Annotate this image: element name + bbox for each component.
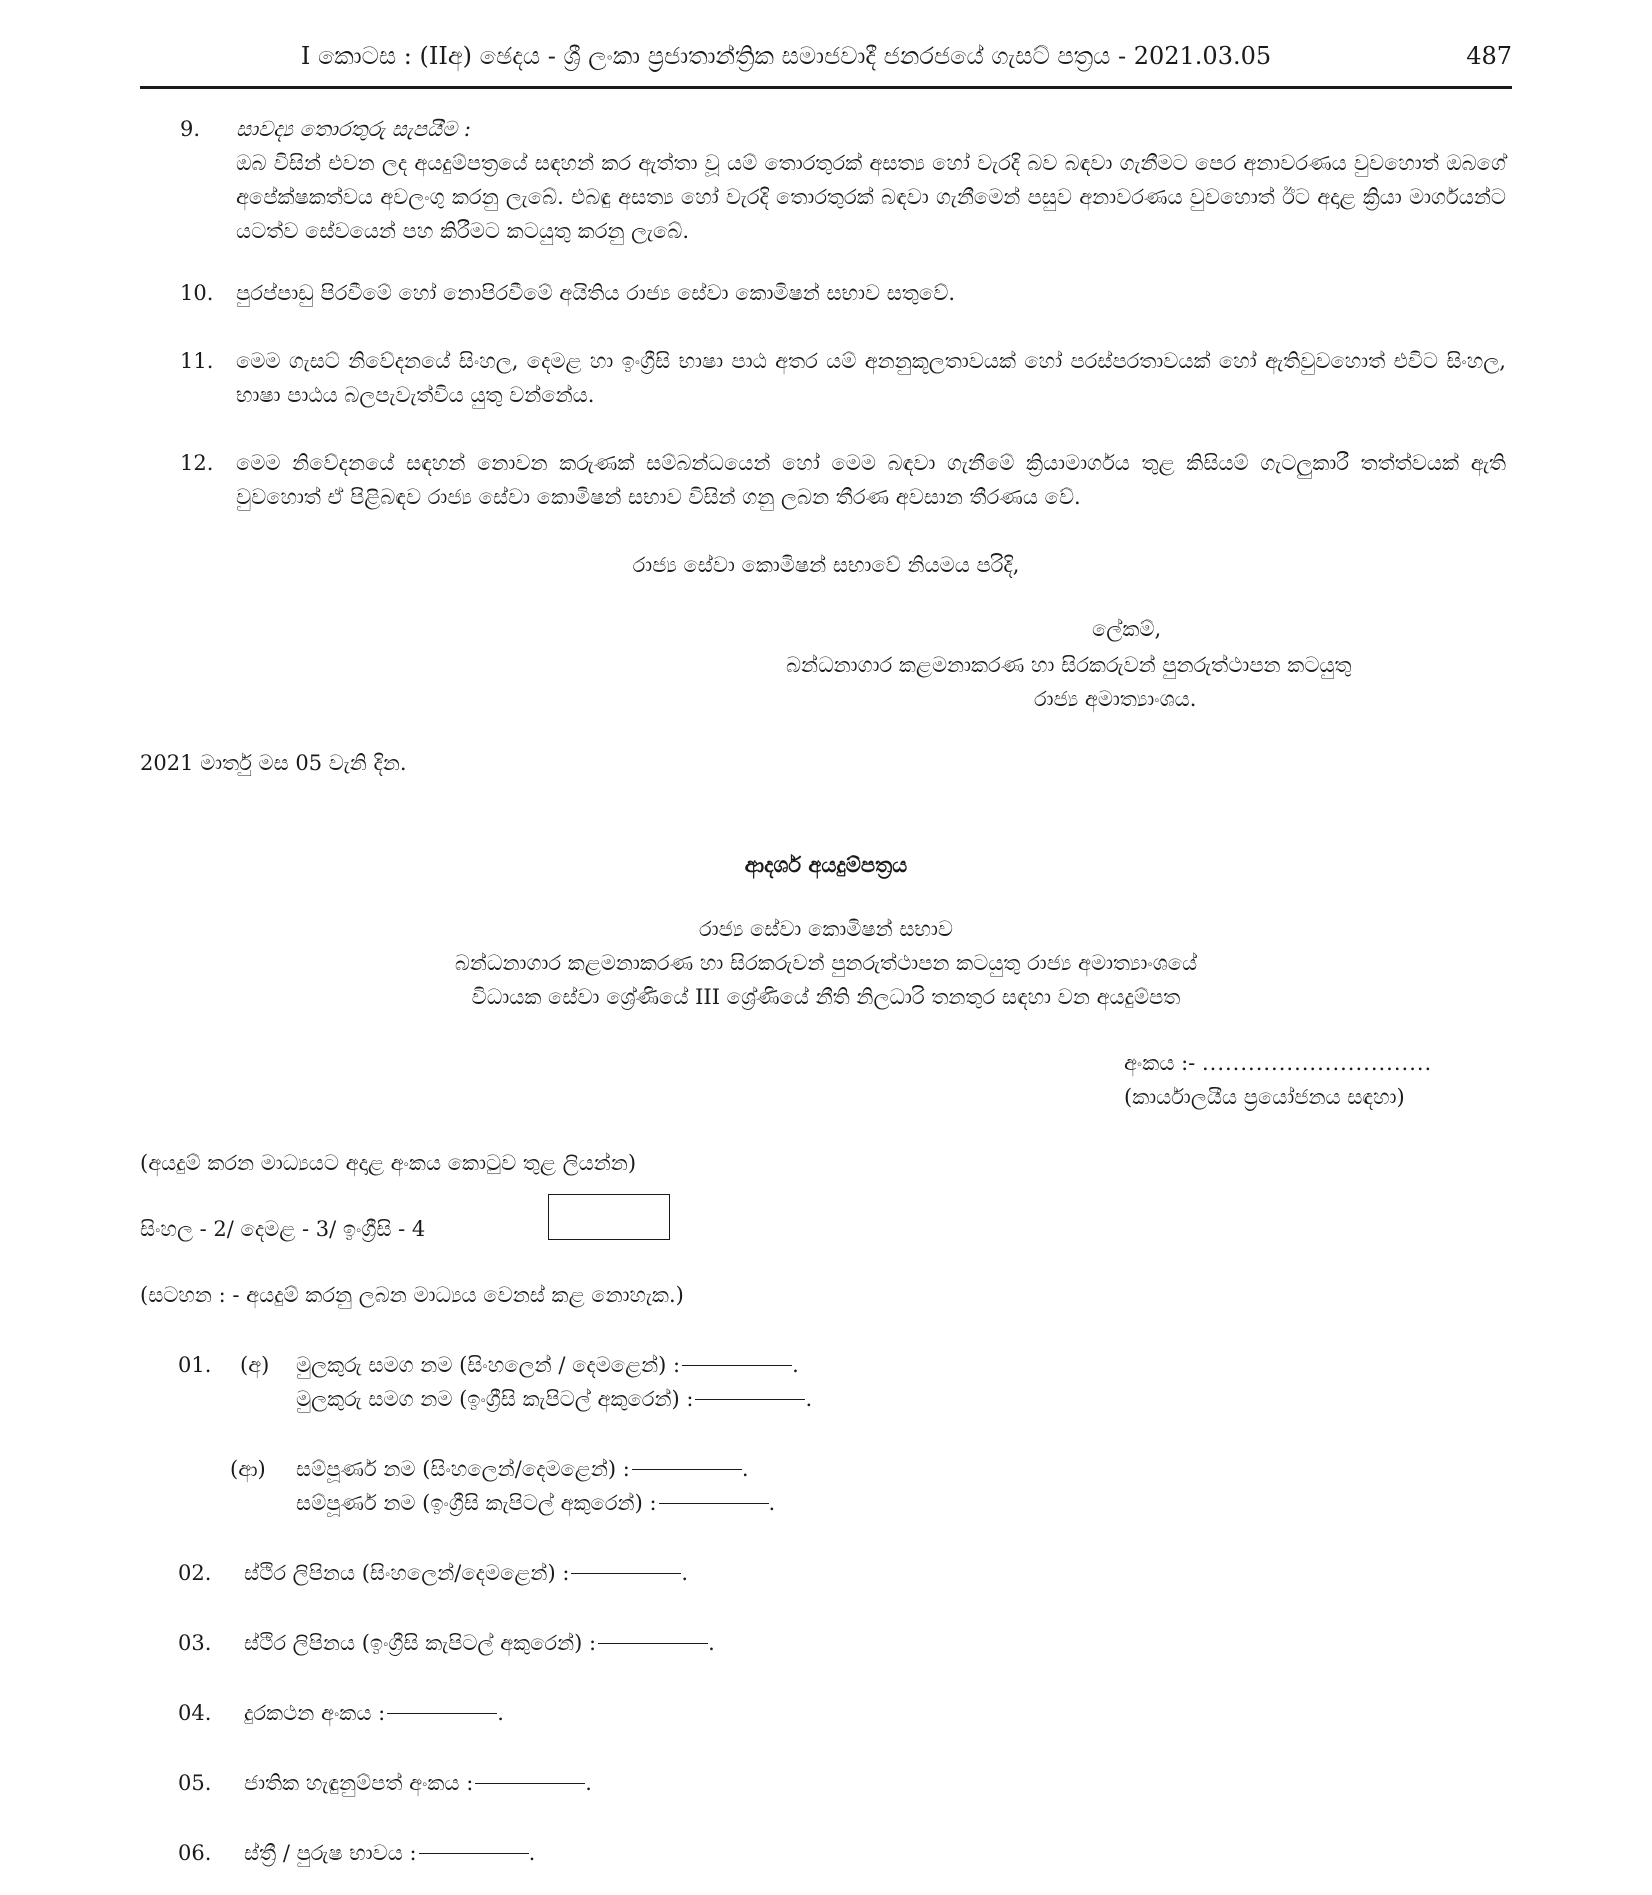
- item-label: ස්ථිර ලිපිනය (ඉංග්‍රීසි කැපිටල් අකුරෙන්) :: [244, 1631, 597, 1655]
- item-sub-label: (ආ): [230, 1457, 266, 1481]
- item-number: 01.: [178, 1353, 212, 1377]
- clause-text: මෙම ගැසට් නිවේදනයේ සිංහල, දෙමළ හා ඉංග්‍රීසි භාෂා පාඨ අතර යම් අනනුකූලතාවයක් හෝ පරස්පරතාවයක් හෝ ඇතිවුවහොත් එවිට සිංහල, භාෂා පාඨය බලපැවැත්විය යුතු වන්නේය.: [236, 349, 1506, 407]
- item-label: මුලකුරු සමග නම (සිංහලෙන් / දෙමළෙන්) :: [296, 1353, 681, 1377]
- item-number: 02.: [178, 1561, 212, 1585]
- clause-number: 12.: [180, 451, 214, 475]
- fill-blank[interactable]: [571, 1573, 681, 1574]
- item-label: ජාතික හැඳුනුම්පත් අංකය :: [244, 1771, 474, 1795]
- form-item: සම්පූර්ණ නම (ඉංග්‍රීසි කැපිටල් අකුරෙන්) : .: [296, 1491, 776, 1515]
- page-number: 487: [1466, 42, 1512, 70]
- item-label: සම්පූර්ණ නම (සිංහලෙන්/දෙමළෙන්) :: [296, 1457, 630, 1481]
- form-number: [1124, 1046, 1432, 1080]
- office-use-note: (කාර්යාලයීය ප්‍රයෝජනය සඳහා): [1124, 1085, 1405, 1109]
- item-sub-label: (අ): [240, 1353, 270, 1377]
- order-line: රාජ්‍ය සේවා කොමිෂන් සභාවේ නියමය පරිදි,: [632, 553, 1020, 577]
- fill-blank[interactable]: [475, 1783, 585, 1784]
- form-item: දුරකථන අංකය : .: [244, 1701, 504, 1725]
- signature-ministry-line1: බන්ධනාගාර කළමනාකරණ හා සිරකරුවන් පුනරුත්ථාපන කටයුතු: [786, 653, 1352, 677]
- clause-text: මෙම නිවේදනයේ සඳහන් නොවන කරුණක් සම්බන්ධයෙන් හෝ මෙම බඳවා ගැනීමේ ක්‍රියාමාර්ගය තුළ කිසියම් ගැටලුකාරී තත්ත්වයක් ඇති වුවහොත් ඒ පිළිබඳව රාජ්‍ය සේවා කොමිෂන් සභාව විසින් ගනු ලබන තීරණ අවසාන තීරණය වේ.: [236, 451, 1506, 509]
- fill-blank[interactable]: [419, 1853, 529, 1854]
- form-item: ජාතික හැඳුනුම්පත් අංකය : .: [244, 1771, 592, 1795]
- clause-number: 11.: [180, 349, 214, 373]
- item-label: ස්ත්‍රී / පුරුෂ භාවය :: [244, 1841, 417, 1865]
- item-label: මුලකුරු සමග නම (ඉංග්‍රීසි කැපිටල් අකුරෙන්) :: [296, 1387, 694, 1411]
- form-item: මුලකුරු සමග නම (ඉංග්‍රීසි කැපිටල් අකුරෙන්) : .: [296, 1387, 813, 1411]
- page-header: [140, 36, 1512, 88]
- item-label: සම්පූර්ණ නම (ඉංග්‍රීසි කැපිටල් අකුරෙන්) :: [296, 1491, 657, 1515]
- signature-ministry-line2: රාජ්‍ය අමාත්‍යාංශය.: [1034, 687, 1197, 711]
- item-number: 04.: [178, 1701, 212, 1725]
- fill-blank[interactable]: [632, 1469, 742, 1470]
- form-line2: බන්ධනාගාර කළමනාකරණ හා සිරකරුවන් පුනරුත්ථාපන කටයුතු රාජ්‍ය අමාත්‍යාංශයේ: [454, 951, 1198, 975]
- item-number: 03.: [178, 1631, 212, 1655]
- form-number-label: අංකය :-: [1124, 1051, 1196, 1075]
- item-label: දුරකථන අංකය :: [244, 1701, 386, 1725]
- clause-text: පුරප්පාඩු පිරවීමේ හෝ නොපිරවීමේ අයිතිය රාජ්‍ය සේවා කොමිෂන් සභාව සතුවේ.: [236, 281, 956, 305]
- form-item: ස්ත්‍රී / පුරුෂ භාවය : .: [244, 1841, 536, 1865]
- item-number: 06.: [178, 1841, 212, 1865]
- medium-options: සිංහල - 2/ දෙමළ - 3/ ඉංග්‍රීසි - 4: [140, 1217, 426, 1241]
- clause-number: 9.: [180, 117, 201, 141]
- form-number-field[interactable]: ..............................: [1201, 1051, 1433, 1075]
- form-item: මුලකුරු සමග නම (සිංහලෙන් / දෙමළෙන්) : .: [296, 1353, 799, 1377]
- signature-title: ලේකම්,: [1092, 617, 1162, 641]
- clause-heading: සාවද්‍ය තොරතුරු සැපයීම :: [236, 117, 471, 141]
- fill-blank[interactable]: [387, 1713, 497, 1714]
- fill-blank[interactable]: [659, 1503, 769, 1504]
- clause-number: 10.: [180, 281, 214, 305]
- header-rule: [140, 86, 1512, 89]
- form-title: ආදර්ශ අයදුම්පත්‍රය: [744, 852, 908, 877]
- date-line: 2021 මාර්තු මස 05 වැනි දින.: [140, 751, 407, 775]
- medium-box[interactable]: [548, 1194, 670, 1240]
- fill-blank[interactable]: [682, 1365, 792, 1366]
- clause-text: ඔබ විසින් එවන ලද අයදුම්පත්‍රයේ සඳහන් කර ඇත්තා වූ යම් තොරතුරක් අසත්‍ය හෝ වැරදි බව බඳවා ගැනීමට පෙර අනාවරණය වුවහොත් ඔබගේ අපේක්ෂකත්වය අවලංගු කරනු ලැබේ. එබඳු අසත්‍ය හෝ වැරදි තොරතුරක් බඳවා ගැනීමෙන් පසුව අනාවරණය වුවහොත් ඊට අදාළ ක්‍රියා මාර්ගයන්ට යටත්ව සේවයෙන් පහ කිරීමට කටයුතු කරනු ලැබේ.: [236, 151, 1506, 243]
- medium-instruction: (අයදුම් කරන මාධ්‍යයට අදාළ අංකය කොටුව තුළ ලියන්න): [140, 1151, 637, 1175]
- fill-blank[interactable]: [598, 1643, 708, 1644]
- item-number: 05.: [178, 1771, 212, 1795]
- medium-note: (සටහන : - අයදුම් කරනු ලබන මාධ්‍යය වෙනස් කළ නොහැක.): [140, 1283, 684, 1307]
- gazette-title: I කොටස : (IIඅ) ඡෙදය - ශ්‍රී ලංකා ප්‍රජාතාන්ත්‍රික සමාජවාදී ජනරජයේ ගැසට් පත්‍රය - 2021.03.05: [300, 42, 1272, 70]
- form-item: ස්ථිර ලිපිනය (ඉංග්‍රීසි කැපිටල් අකුරෙන්) : .: [244, 1631, 715, 1655]
- form-item: ස්ථිර ලිපිනය (සිංහලෙන්/දෙමළෙන්) : .: [244, 1561, 689, 1585]
- fill-blank[interactable]: [695, 1399, 805, 1400]
- form-line1: රාජ්‍ය සේවා කොමිෂන් සභාව: [699, 917, 953, 941]
- item-label: ස්ථිර ලිපිනය (සිංහලෙන්/දෙමළෙන්) :: [244, 1561, 570, 1585]
- form-line3: විධායක සේවා ශ්‍රේණියේ III ශ්‍රේණියේ නීති නිලධාරි තනතුර සඳහා වන අයදුම්පත: [471, 985, 1181, 1009]
- form-item: සම්පූර්ණ නම (සිංහලෙන්/දෙමළෙන්) : .: [296, 1457, 749, 1481]
